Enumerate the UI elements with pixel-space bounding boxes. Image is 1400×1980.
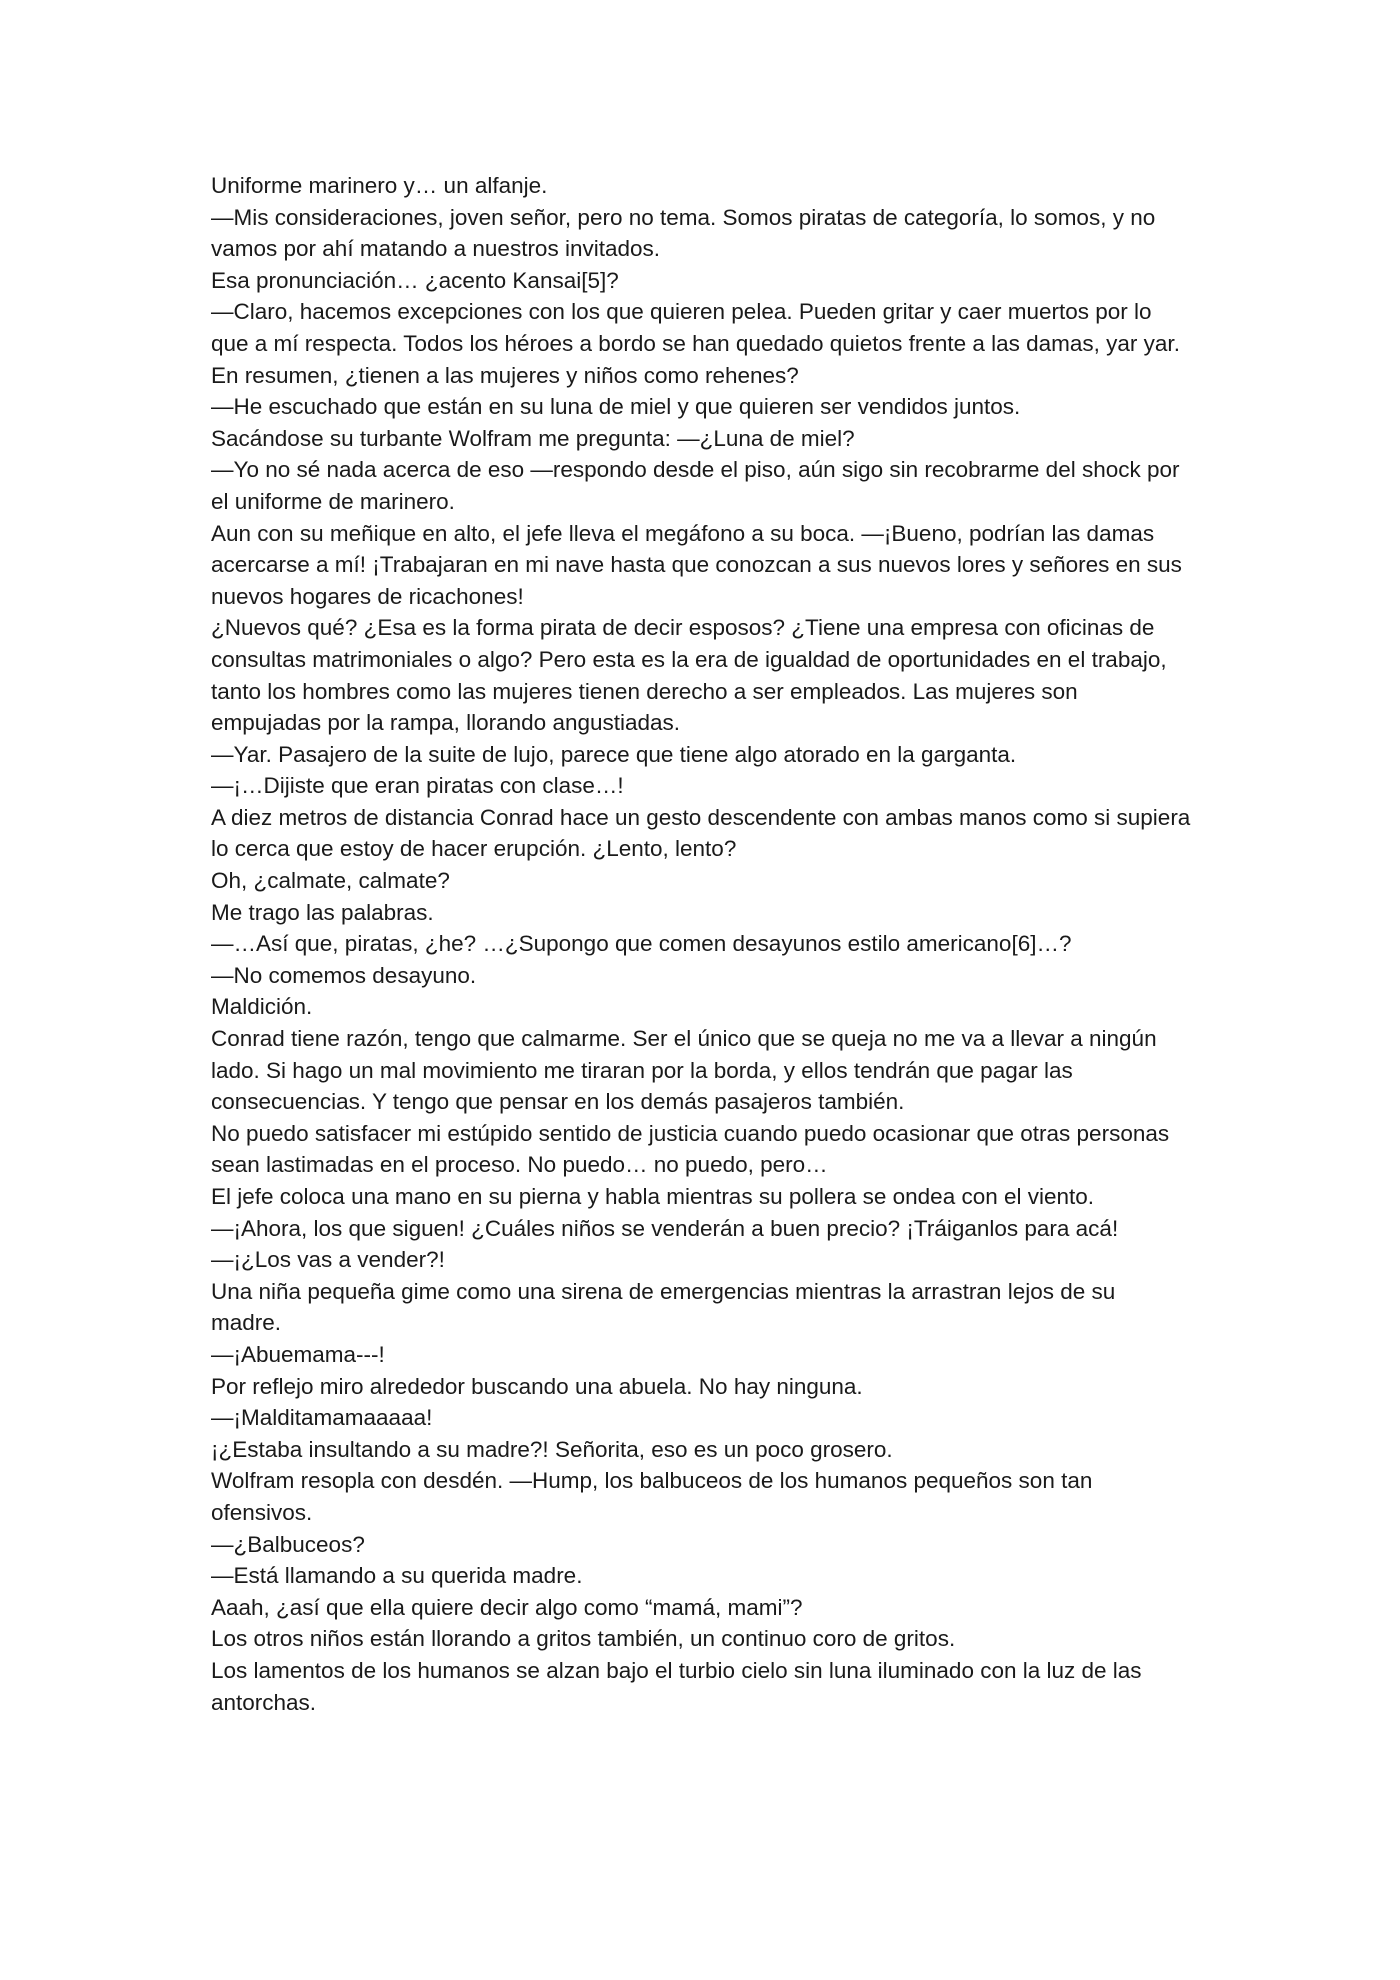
paragraph: —Mis consideraciones, joven señor, pero no tema. Somos piratas de categoría, lo somos, y no vamos por ahí matando a nuestros invitados. bbox=[211, 204, 1156, 262]
paragraph: Los otros niños están llorando a gritos también, un continuo coro de gritos. bbox=[211, 1626, 956, 1652]
paragraph: Por reflejo miro alrededor buscando una abuela. No hay ninguna. bbox=[211, 1373, 863, 1399]
paragraph: Aun con su meñique en alto, el jefe lleva el megáfono a su boca. —¡Bueno, podrían las damas acercarse a mí! ¡Trabajaran en mi nave hasta que conozcan a sus nuevos lores y señores en sus nuevos hogares de ricachones! bbox=[211, 520, 1182, 609]
paragraph: Esa pronunciación… ¿acento Kansai[5]? bbox=[211, 267, 619, 293]
paragraph: —Yo no sé nada acerca de eso —respondo desde el piso, aún sigo sin recobrarme del shock por el uniforme de marinero. bbox=[211, 457, 1180, 514]
paragraph: —¿Balbuceos? bbox=[211, 1531, 365, 1557]
paragraph: —Está llamando a su querida madre. bbox=[211, 1563, 583, 1589]
paragraph: Me trago las palabras. bbox=[211, 899, 434, 925]
paragraph: —No comemos desayuno. bbox=[211, 962, 477, 988]
paragraph: Oh, ¿calmate, calmate? bbox=[211, 868, 450, 894]
paragraph: Conrad tiene razón, tengo que calmarme. Ser el único que se queja no me va a llevar a ningún lado. Si hago un mal movimiento me tiraran por la borda, y ellos tendrán que pagar las consecuencias. Y tengo que pensar en los demás pasajeros también. bbox=[211, 1026, 1157, 1115]
paragraph: —…Así que, piratas, ¿he? …¿Supongo que comen desayunos estilo americano[6]…? bbox=[211, 931, 1072, 957]
document-body bbox=[211, 170, 1191, 1718]
paragraph: —¡Malditamamaaaaa! bbox=[211, 1405, 433, 1431]
paragraph: —¡Abuemama---! bbox=[211, 1341, 385, 1367]
paragraph: En resumen, ¿tienen a las mujeres y niños como rehenes? bbox=[211, 362, 799, 388]
paragraph: El jefe coloca una mano en su pierna y habla mientras su pollera se ondea con el viento. bbox=[211, 1184, 1095, 1209]
paragraph: Maldición. bbox=[211, 994, 313, 1020]
paragraph: —He escuchado que están en su luna de miel y que quieren ser vendidos juntos. bbox=[211, 394, 1021, 420]
paragraph: —¡…Dijiste que eran piratas con clase…! bbox=[211, 773, 624, 799]
paragraph: —Claro, hacemos excepciones con los que quieren pelea. Pueden gritar y caer muertos por lo que a mí respecta. Todos los héroes a bordo se han quedado quietos frente a las damas, yar yar. bbox=[211, 299, 1180, 356]
paragraph: Sacándose su turbante Wolfram me pregunta: —¿Luna de miel? bbox=[211, 425, 855, 451]
paragraph: Wolfram resopla con desdén. —Hump, los balbuceos de los humanos pequeños son tan ofensivos. bbox=[211, 1468, 1093, 1525]
paragraph: —¡¿Los vas a vender?! bbox=[211, 1247, 445, 1273]
paragraph: —¡Ahora, los que siguen! ¿Cuáles niños se venderán a buen precio? ¡Tráiganlos para acá! bbox=[211, 1215, 1119, 1241]
paragraph: ¡¿Estaba insultando a su madre?! Señorita, eso es un poco grosero. bbox=[211, 1436, 893, 1462]
paragraph: Una niña pequeña gime como una sirena de emergencias mientras la arrastran lejos de su madre. bbox=[211, 1278, 1116, 1336]
paragraph: ¿Nuevos qué? ¿Esa es la forma pirata de decir esposos? ¿Tiene una empresa con oficinas de consultas matrimoniales o algo? Pero esta es la era de igualdad de oportunidades en el trabajo, tanto los hombres como las mujeres tienen derecho a ser empleados. Las mujeres son empujadas por la rampa, llorando angustiadas. bbox=[211, 615, 1167, 736]
paragraph: Aaah, ¿así que ella quiere decir algo como “mamá, mami”? bbox=[211, 1594, 803, 1620]
paragraph: Los lamentos de los humanos se alzan bajo el turbio cielo sin luna iluminado con la luz de las antorchas. bbox=[211, 1657, 1142, 1715]
paragraph: Uniforme marinero y… un alfanje. bbox=[211, 173, 548, 198]
paragraph: No puedo satisfacer mi estúpido sentido de justicia cuando puedo ocasionar que otras personas sean lastimadas en el proceso. No puedo… no puedo, pero… bbox=[211, 1120, 1170, 1178]
paragraph: A diez metros de distancia Conrad hace un gesto descendente con ambas manos como si supiera lo cerca que estoy de hacer erupción. ¿Lento, lento? bbox=[211, 804, 1191, 862]
paragraph: —Yar. Pasajero de la suite de lujo, parece que tiene algo atorado en la garganta. bbox=[211, 741, 1017, 767]
